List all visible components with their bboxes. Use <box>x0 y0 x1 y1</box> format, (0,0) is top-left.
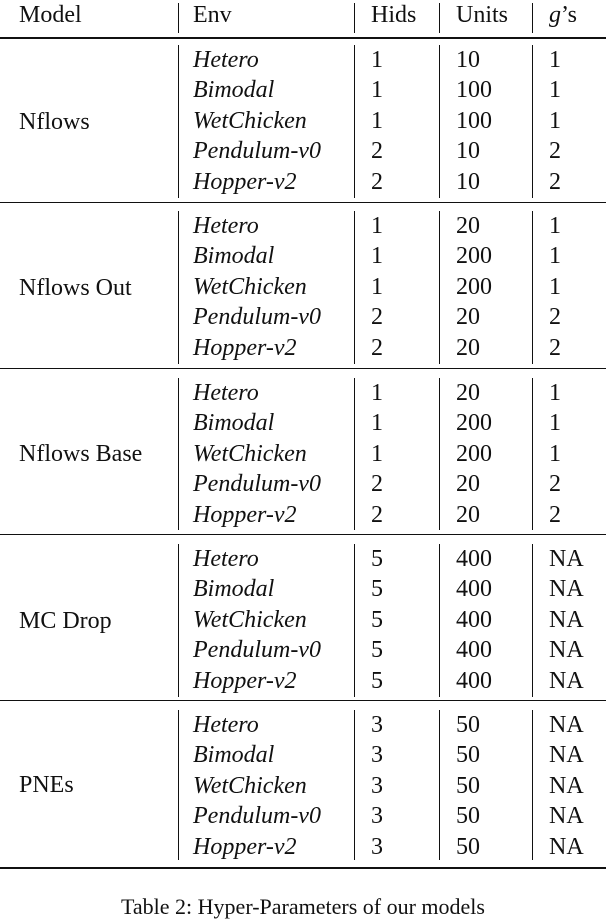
model-name: MC Drop <box>19 607 112 634</box>
group-separator <box>0 700 606 701</box>
model-name: PNEs <box>19 772 74 798</box>
env-cell: Pendulum-v0 <box>193 304 321 331</box>
table-row <box>0 241 606 271</box>
units-cell: 50 <box>456 772 480 799</box>
hids-cell: 5 <box>371 667 383 694</box>
g-cell: 1 <box>549 107 561 134</box>
g-cell: 1 <box>549 410 561 437</box>
hids-cell: 2 <box>371 334 383 361</box>
header-g <box>549 0 577 30</box>
env-cell: WetChicken <box>193 772 307 799</box>
units-cell: 50 <box>456 742 480 769</box>
g-cell: NA <box>549 546 584 572</box>
env-cell: Hopper-v2 <box>193 334 297 361</box>
table-row <box>0 302 606 332</box>
env-cell: Pendulum-v0 <box>193 637 321 664</box>
table-row <box>0 136 606 166</box>
hids-cell: 2 <box>371 501 383 528</box>
table-row <box>0 167 606 197</box>
hids-cell: 1 <box>371 440 383 467</box>
g-cell: 1 <box>549 243 561 270</box>
env-cell: Hopper-v2 <box>193 667 297 694</box>
header-g-symbol: g <box>549 2 561 28</box>
table-row <box>0 832 606 862</box>
hids-cell: 1 <box>371 380 383 406</box>
units-cell: 20 <box>456 471 480 498</box>
g-cell: NA <box>549 833 584 860</box>
table-row <box>0 574 606 604</box>
g-cell: 2 <box>549 138 561 165</box>
units-cell: 50 <box>456 803 480 830</box>
units-cell: 200 <box>456 410 492 437</box>
env-cell: Pendulum-v0 <box>193 471 321 498</box>
g-cell: 1 <box>549 273 561 300</box>
header-g-suffix: ’s <box>561 2 578 28</box>
units-cell: 10 <box>456 138 480 165</box>
env-cell: Pendulum-v0 <box>193 138 321 165</box>
g-cell: 2 <box>549 168 561 195</box>
table-row <box>0 333 606 363</box>
hids-cell: 5 <box>371 637 383 664</box>
table-row <box>0 378 606 408</box>
hids-cell: 2 <box>371 168 383 195</box>
table-header-row <box>0 0 606 30</box>
g-cell: 1 <box>549 380 561 406</box>
header-model: Model <box>19 2 82 28</box>
hids-cell: 3 <box>371 803 383 830</box>
hids-cell: 2 <box>371 304 383 331</box>
g-cell: NA <box>549 576 584 603</box>
table-row <box>0 469 606 499</box>
env-cell: WetChicken <box>193 606 307 633</box>
column-divider <box>532 3 533 33</box>
header-units: Units <box>456 2 509 28</box>
header-env: Env <box>193 2 232 28</box>
table-row <box>0 45 606 75</box>
env-cell: Hetero <box>193 213 259 239</box>
g-cell: 1 <box>549 213 561 239</box>
units-cell: 400 <box>456 576 492 603</box>
g-cell: 1 <box>549 77 561 104</box>
units-cell: 400 <box>456 606 492 633</box>
units-cell: 50 <box>456 833 480 860</box>
hids-cell: 5 <box>371 576 383 603</box>
hids-cell: 1 <box>371 243 383 270</box>
table-row <box>0 211 606 241</box>
g-cell: 2 <box>549 501 561 528</box>
g-cell: NA <box>549 742 584 769</box>
table-row <box>0 635 606 665</box>
env-cell: Hetero <box>193 712 259 738</box>
units-cell: 20 <box>456 213 480 239</box>
env-cell: Bimodal <box>193 410 275 437</box>
table-row <box>0 500 606 530</box>
hids-cell: 1 <box>371 410 383 437</box>
env-cell: Bimodal <box>193 77 275 104</box>
env-cell: Hopper-v2 <box>193 833 297 860</box>
bottom-rule <box>0 867 606 869</box>
hids-cell: 3 <box>371 833 383 860</box>
table-row <box>0 272 606 302</box>
g-cell: 2 <box>549 304 561 331</box>
hids-cell: 1 <box>371 213 383 239</box>
env-cell: Hopper-v2 <box>193 501 297 528</box>
env-cell: WetChicken <box>193 440 307 467</box>
table-row <box>0 439 606 469</box>
units-cell: 20 <box>456 380 480 406</box>
env-cell: Hetero <box>193 380 259 406</box>
units-cell: 200 <box>456 243 492 270</box>
hids-cell: 3 <box>371 742 383 769</box>
env-cell: WetChicken <box>193 107 307 134</box>
env-cell: Bimodal <box>193 243 275 270</box>
hids-cell: 3 <box>371 712 383 738</box>
units-cell: 20 <box>456 501 480 528</box>
hids-cell: 1 <box>371 107 383 134</box>
column-divider <box>354 3 355 33</box>
g-cell: 2 <box>549 334 561 361</box>
table-row <box>0 408 606 438</box>
table-row <box>0 605 606 635</box>
env-cell: Hetero <box>193 47 259 73</box>
group-separator <box>0 368 606 369</box>
hids-cell: 2 <box>371 471 383 498</box>
units-cell: 10 <box>456 168 480 195</box>
g-cell: NA <box>549 667 584 694</box>
hids-cell: 1 <box>371 47 383 73</box>
header-rule <box>0 37 606 39</box>
group-separator <box>0 202 606 203</box>
table-row <box>0 544 606 574</box>
env-cell: WetChicken <box>193 273 307 300</box>
env-cell: Bimodal <box>193 576 275 603</box>
units-cell: 400 <box>456 667 492 694</box>
units-cell: 10 <box>456 47 480 73</box>
table-row <box>0 801 606 831</box>
table-row <box>0 106 606 136</box>
g-cell: 1 <box>549 47 561 73</box>
g-cell: NA <box>549 606 584 633</box>
units-cell: 400 <box>456 546 492 572</box>
column-divider <box>178 3 179 33</box>
hids-cell: 1 <box>371 77 383 104</box>
env-cell: Hopper-v2 <box>193 168 297 195</box>
header-hids: Hids <box>371 2 417 28</box>
table-row <box>0 710 606 740</box>
hids-cell: 5 <box>371 606 383 633</box>
units-cell: 100 <box>456 77 492 104</box>
g-cell: NA <box>549 712 584 738</box>
hids-cell: 5 <box>371 546 383 572</box>
g-cell: 2 <box>549 471 561 498</box>
g-cell: NA <box>549 772 584 799</box>
table-row <box>0 740 606 770</box>
hids-cell: 1 <box>371 273 383 300</box>
table-caption: Table 2: Hyper-Parameters of our models <box>121 894 485 919</box>
model-name: Nflows Out <box>19 274 132 301</box>
units-cell: 50 <box>456 712 480 738</box>
units-cell: 200 <box>456 273 492 300</box>
g-cell: NA <box>549 803 584 830</box>
table-row <box>0 771 606 801</box>
units-cell: 20 <box>456 304 480 331</box>
units-cell: 20 <box>456 334 480 361</box>
table-row <box>0 666 606 696</box>
env-cell: Hetero <box>193 546 259 572</box>
env-cell: Pendulum-v0 <box>193 803 321 830</box>
units-cell: 200 <box>456 440 492 467</box>
model-name: Nflows <box>19 108 90 135</box>
table-row <box>0 75 606 105</box>
column-divider <box>439 3 440 33</box>
group-separator <box>0 534 606 535</box>
units-cell: 100 <box>456 107 492 134</box>
env-cell: Bimodal <box>193 742 275 769</box>
model-name: Nflows Base <box>19 441 143 467</box>
hids-cell: 2 <box>371 138 383 165</box>
g-cell: 1 <box>549 440 561 467</box>
units-cell: 400 <box>456 637 492 664</box>
hids-cell: 3 <box>371 772 383 799</box>
g-cell: NA <box>549 637 584 664</box>
